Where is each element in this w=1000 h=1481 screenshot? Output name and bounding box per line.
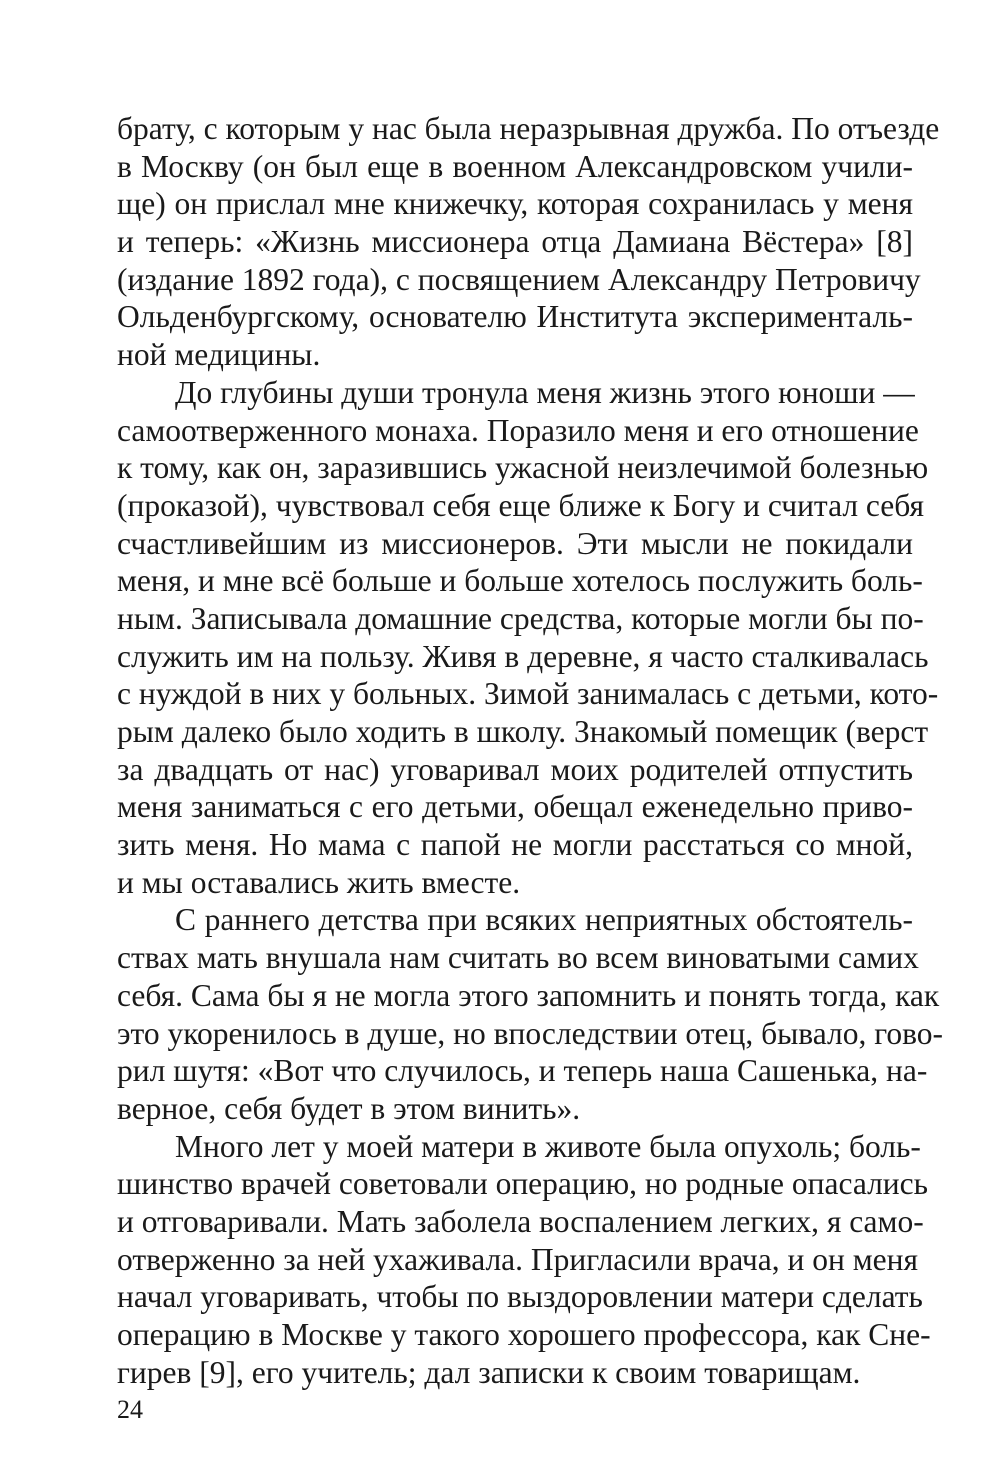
paragraph-3 <box>117 901 943 1127</box>
text-line: начал уговаривать, чтобы по выздоровлении матери сделать <box>117 1279 923 1315</box>
text-line: за двадцать от нас) уговаривал моих родителей отпустить <box>117 751 913 787</box>
text-line: служить им на пользу. Живя в деревне, я часто сталкивалась <box>117 638 929 674</box>
text-line: гирев [9], его учитель; дал записки к своим товарищам. <box>117 1354 861 1390</box>
text-line: это укоренилось в душе, но впоследствии отец, бывало, гово- <box>117 1015 943 1051</box>
text-line: До глубины души тронула меня жизнь этого юноши — <box>175 374 915 410</box>
text-line: (издание 1892 года), с посвящением Александру Петровичу <box>117 261 921 297</box>
text-line: шинство врачей советовали операцию, но родные опасались <box>117 1166 929 1202</box>
paragraph-1 <box>117 110 940 374</box>
text-line: рым далеко было ходить в школу. Знакомый помещик (верст <box>117 714 929 749</box>
text-line: С раннего детства при всяких неприятных обстоятель- <box>175 902 913 938</box>
text-line: ной медицины. <box>117 337 321 373</box>
text-line: меня, и мне всё больше и больше хотелось послужить боль- <box>117 563 923 599</box>
text-line: ным. Записывала домашние средства, которые могли бы по- <box>117 600 924 636</box>
page-body-text <box>117 110 943 1391</box>
text-line: (проказой), чувствовал себя еще ближе к Богу и считал себя <box>117 487 925 523</box>
page-number: 24 <box>117 1395 143 1424</box>
text-line: ствах мать внушала нам считать во всем виноватыми самих <box>117 940 919 976</box>
text-line: к тому, как он, заразившись ужасной неизлечимой болезнью <box>117 450 929 486</box>
text-line: Много лет у моей матери в животе была опухоль; боль- <box>175 1128 921 1164</box>
text-line: брату, с которым у нас была неразрывная дружба. По отъезде <box>117 111 940 146</box>
text-line: верное, себя будет в этом винить». <box>117 1090 581 1126</box>
text-line: самоотверженного монаха. Поразило меня и его отношение <box>117 412 919 448</box>
text-line: рил шутя: «Вот что случилось, и теперь наша Сашенька, на- <box>117 1053 928 1089</box>
text-line: зить меня. Но мама с папой не могли расстаться со мной, <box>117 827 913 863</box>
paragraph-2 <box>117 374 939 902</box>
text-line: Ольденбургскому, основателю Института эксперименталь- <box>117 299 913 335</box>
text-line: и теперь: «Жизнь миссионера отца Дамиана Вёстера» [8] <box>117 224 913 260</box>
text-line: отверженно за ней ухаживала. Пригласили врача, и он меня <box>117 1241 918 1277</box>
text-line: ще) он прислал мне книжечку, которая сохранилась у меня <box>117 186 913 222</box>
paragraph-4 <box>117 1128 931 1392</box>
text-line: в Москву (он был еще в военном Александровском учили- <box>117 148 913 184</box>
text-line: себя. Сама бы я не могла этого запомнить и понять тогда, как <box>117 977 940 1013</box>
text-line: меня заниматься с его детьми, обещал еженедельно приво- <box>117 789 913 825</box>
text-line: с нуждой в них у больных. Зимой занималась с детьми, кото- <box>117 676 939 712</box>
text-line: счастливейшим из миссионеров. Эти мысли не покидали <box>117 525 913 561</box>
text-line: и мы оставались жить вместе. <box>117 864 521 900</box>
text-line: и отговаривали. Мать заболела воспалением легких, я само- <box>117 1203 924 1239</box>
text-line: операцию в Москве у такого хорошего профессора, как Сне- <box>117 1317 931 1352</box>
